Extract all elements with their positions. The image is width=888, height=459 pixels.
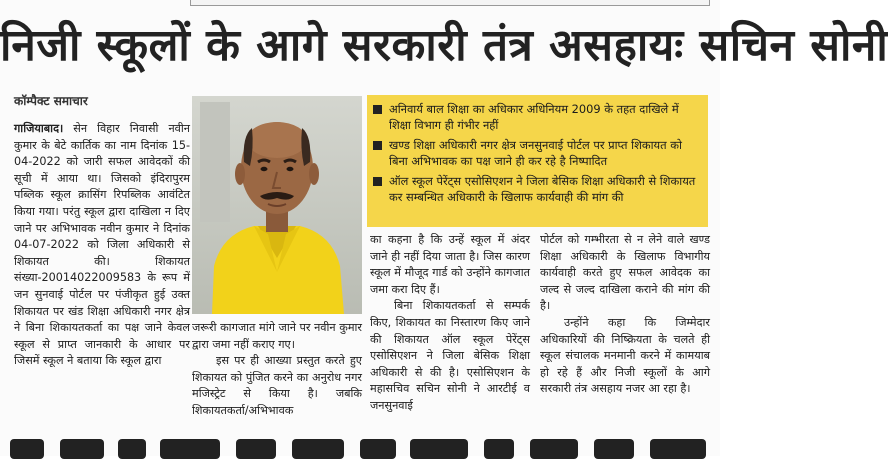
dateline: गाजियाबाद। [14,122,64,135]
highlight-text: अनिवार्य बाल शिक्षा का अधिकार अधिनियम 2009 के तहत दाखिले में शिक्षा विभाग ही गंभीर नहीं [389,102,679,132]
portrait-image [192,96,362,314]
column-4-paragraph-2: उन्होंने कहा कि जिम्मेदार अधिकारियों की निष्क्रियता के चलते ही स्कूल संचालक मनमानी करने में कामयाब हो रहे हैं और निजी स्कूलों के आगे सरकारी तंत्र असहाय नजर आ रहा है। [540,315,710,396]
top-border [190,0,710,6]
highlights-box [367,95,708,227]
column-3-paragraph-1: का कहना है कि उन्हें स्कूल में अंदर जाने ही नहीं दिया जाता है। जिस कारण स्कूल में मौजूद गार्ड को उन्होंने कागजात जमा करा दिए हैं। [370,233,530,296]
square-bullet-icon [373,141,382,150]
portrait-photo [192,96,362,314]
column-3-paragraph-2: बिना शिकायतकर्ता से सम्पर्क किए, शिकायत का निस्तारण किए जाने की शिकायत ऑल स्कूल पेरेंट्स एसोसिएशन ने जिला बेसिक शिक्षा अधिकारी से की है। एसोसिएशन के महासचिव सचिन सोनी ने आरटीई व जनसुनवाई [370,299,530,412]
highlight-text: खण्ड शिक्षा अधिकारी नगर क्षेत्र जनसुनवाई पोर्टल पर प्राप्त शिकायत को बिना अभिभावक का पक्ष जाने ही कर रहे है निष्पादित [389,138,682,168]
square-bullet-icon [373,177,382,186]
headline: निजी स्कूलों के आगे सरकारी तंत्र असहायः सचिन सोनी [0,20,888,71]
column-2-paragraph-2: इस पर ही आख्या प्रस्तुत करते हुए शिकायत को पुंजित करने का अनुरोध नगर मजिस्ट्रेट से किया है। जबकि शिकायतकर्ता/अभिभावक [192,354,362,417]
square-bullet-icon [373,105,382,114]
article-column-3 [370,232,530,415]
highlight-item [371,173,700,205]
highlight-item [371,137,700,169]
article-column-4 [540,232,710,398]
article-column-2 [192,320,362,420]
column-2-paragraph-1: जरूरी कागजात मांगे जाने पर नवीन कुमार द्वारा जमा नहीं कराए गए। [192,321,362,351]
byline: कॉम्पैक्ट समाचार [14,94,88,108]
column-1-body: सेन विहार निवासी नवीन कुमार के बेटे कार्तिक का नाम दिनांक 15-04-2022 को जारी सफल आवेदकों की सूची में आया था। जिसको इंदिरापुरम पब्लिक स्कूल क्रासिंग रिपब्लिक आवंटित किया गया। परंतु स्कूल द्वारा दाखिला न दिए जाने पर अभिभावक नवीन कुमार ने दिनांक 04-07-2022 को जिला अधिकारी से शिकायत की। शिकायत संख्या-20014022009583 के रूप में जन सुनवाई पोर्टल पर पंजीकृत हुई उक्त शिकायत पर खंड शिक्षा अधिकारी नगर क्षेत्र ने बिना शिकायतकर्ता का पक्ष जाने केवल स्कूल से प्राप्त जानकारी के आधार पर जिसमें स्कूल ने बताया कि स्कूल द्वारा [14,122,190,368]
highlight-text: ऑल स्कूल पेरेंट्स एसोसिएशन ने जिला बेसिक शिक्षा अधिकारी से शिकायत कर सम्बन्धित अधिकारी के खिलाफ कार्यवाही की मांग की [389,174,696,204]
article-column-1 [14,121,190,370]
highlight-item [371,101,700,133]
next-headline-fragment [0,437,720,456]
column-4-paragraph-1: पोर्टल को गम्भीरता से न लेने वाले खण्ड शिक्षा अधिकारी के खिलाफ विभागीय कार्यवाही करते हुए सफल आवेदक का जल्द से जल्द दाखिला कराने की मांग की है। [540,233,710,313]
